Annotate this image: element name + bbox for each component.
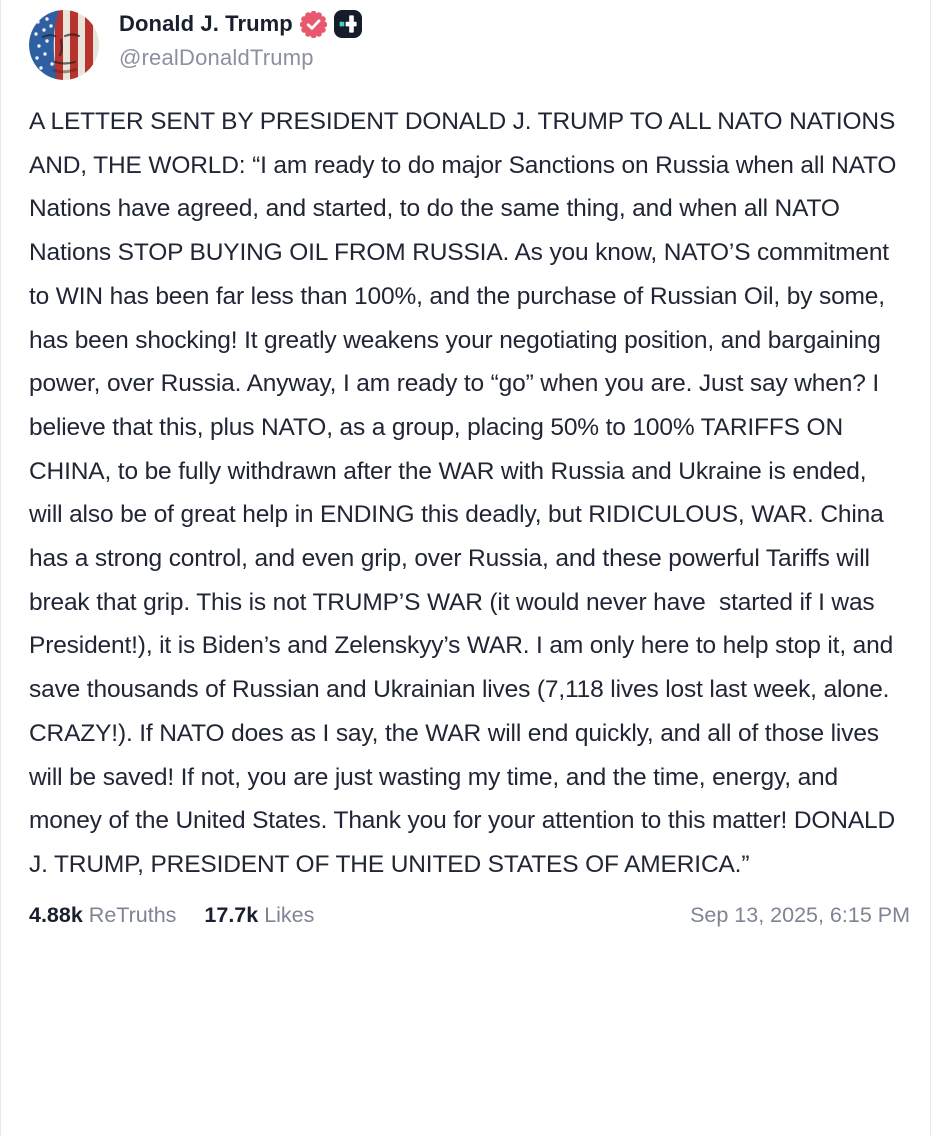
retruths-count: 4.88k bbox=[29, 902, 83, 927]
post-text: A LETTER SENT BY PRESIDENT DONALD J. TRUMP TO ALL NATO NATIONS AND, THE WORLD: “I am ready to do major Sanctions on Russia when all NATO Nations have agreed, and started, to do the same thing, and when all NATO Nations STOP BUYING OIL FROM RUSSIA. As you know, NATO’S commitment to WIN has been far less than 100%, and the purchase of Russian Oil, by some, has been shocking! It greatly weakens your negotiating position, and bargaining power, over Russia. Anyway, I am ready to “go” when you are. Just say when? I believe that this, plus NATO, as a group, placing 50% to 100% TARIFFS ON CHINA, to be fully withdrawn after the WAR with Russia and Ukraine is ended, will also be of great help in ENDING this deadly, but RIDICULOUS, WAR. China has a strong control, and even grip, over Russia, and these powerful Tariffs will break that grip. This is not TRUMP’S WAR (it would never have started if I was President!), it is Biden’s and Zelenskyy’s WAR. I am only here to help stop it, and save thousands of Russian and Ukrainian lives (7,118 lives lost last week, alone. CRAZY!). If NATO does as I say, the WAR will end quickly, and all of those lives will be saved! If not, you are just wasting my time, and the time, energy, and money of the United States. Thank you for your attention to this matter! DONALD J. TRUMP, PRESIDENT OF THE UNITED STATES OF AMERICA.” bbox=[29, 108, 903, 878]
likes-stat[interactable] bbox=[204, 903, 314, 928]
truth-social-badge-icon bbox=[334, 10, 362, 38]
display-name[interactable]: Donald J. Trump bbox=[119, 11, 293, 36]
likes-count: 17.7k bbox=[204, 902, 259, 927]
retruths-stat[interactable] bbox=[29, 903, 176, 928]
avatar[interactable] bbox=[29, 10, 99, 80]
likes-label: Likes bbox=[258, 902, 315, 927]
post-footer bbox=[29, 903, 910, 928]
identity-block bbox=[119, 8, 362, 71]
engagement-stats bbox=[29, 903, 314, 928]
post-header bbox=[29, 8, 910, 80]
user-handle[interactable]: @realDonaldTrump bbox=[119, 45, 314, 70]
retruths-label: ReTruths bbox=[82, 902, 177, 927]
post-timestamp[interactable]: Sep 13, 2025, 6:15 PM bbox=[690, 902, 910, 927]
verified-badge-icon bbox=[300, 11, 327, 38]
flag-face-avatar-image bbox=[29, 10, 99, 80]
